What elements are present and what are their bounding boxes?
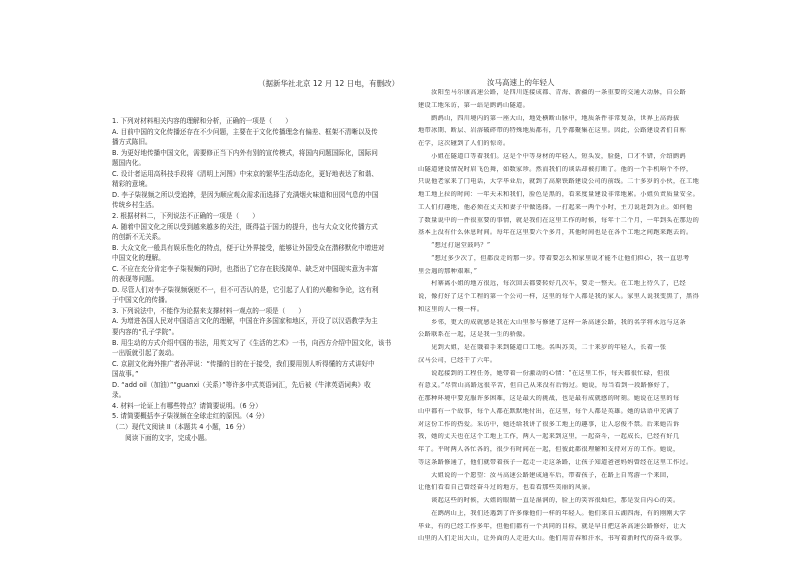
article-line: 年了。平时两人各忙各的，很少有时间在一起，但彼此都很理解和支持对方的工作。她说， (418, 446, 680, 453)
article-line: 说起接到的工程任务，她带着一份激动的心情：“在这里工作，每天都很忙碌，但很 (418, 369, 670, 377)
article-line: 让他们看看自己曾经奋斗过的地方，也看看那些美丽的风景。 (418, 484, 595, 492)
article-line: 里会遇的那种艰难，” (418, 267, 478, 275)
question-line: 国故事。” (112, 370, 139, 379)
question-line: 5. 请简要概括李子柒视频在全球走红的原因。（4 分） (112, 412, 269, 421)
article-line: 汉马公司，已经干了六年。 (418, 356, 497, 364)
article-line: 了数量说中的一件很重要的事情，就是我们在这里工作的时候，每年十二个月，一年到头在那边的 (418, 216, 700, 224)
article-line: 只说他老家来了门电话，大学毕业后，就到了高原铁路建设公司的前线。二十多岁的小伙，在工地 (418, 178, 700, 186)
question-line: 播方式陈旧。 (112, 138, 152, 147)
article-line: 建设工地采访，第一站是鹧鸪山隧道。 (418, 101, 530, 109)
article-line: 山隧道建设情况时眉飞色舞，如数家珍。然而我们的谈话却被打断了。他的一个手机响个不停， (418, 165, 693, 173)
article-line: 村寨离小姐的地方很远，每次回去都要转好几次车，要走一整天。在工地上待久了，已经 (418, 280, 687, 288)
article-line: 我，她的丈夫也在这个工地上工作，两人一起来到这里，一起奋斗，一起成长，已经有好几 (418, 433, 680, 441)
question-line: 中国文化的理解。 (112, 254, 165, 263)
question-line: 4. 材料一论证上有哪些特点？请简要说明。（6 分） (112, 401, 262, 410)
article-line: 见到大姐，是在饿着手来到隧道口工地。名叫苏美，二十来岁的年轻人，长着一张 (418, 344, 667, 351)
question-line: B. 用生动的方式介绍中国的书法，用英文写了《生活的艺术》一书，向西方介绍中国文化，该书 (112, 338, 392, 347)
article-line: 在那种环境中要克服许多困难，这是最大的挑战，也是最有成就感的时刻。她说在这里的每 (418, 395, 680, 402)
article-line: 地工地上拉的时间：一年天未和我们，脸色是黑的，看来度量建设非常地累。小姐负责质量安全。 (418, 191, 700, 198)
question-line: 要内容的“孔子学院”。 (112, 328, 179, 336)
article-line: 大姐说的一个愿望：汝马高速公路建成通车后，带着孩子，在路上自驾游一个来回， (418, 471, 673, 479)
question-line: 3. 下列说法中，不能作为论据来支撑材料一观点的一项是（ ） (112, 306, 306, 315)
question-line: B. 大众文化一般具有娱乐性化的特点，便于让外界接受，能够让外国受众在潜移默化中增进对 (112, 243, 385, 252)
article-line: 工人们打趣地，他必须在丈夫和妻子中做选择。一打起来一两个小时，主刀说赶到为止。如何他 (418, 203, 693, 211)
article-line: 毕业，有的已经工作多年，但他们都有一个共同的目标，就是早日把这条高速公路修好，让大 (418, 522, 687, 530)
question-line: C. 不应在充分肯定李子柒视频的同时，也指出了它存在肤浅简单、缺乏对中国现实意为丰富 (112, 264, 378, 273)
article-line: 和这里的人一模一样。 (418, 305, 484, 313)
article-line: “想过多少次了，但都没走的那一步。带着要怎么和家里说才能不让他们担心，我一直思考 (418, 254, 690, 262)
article-title: 汝马高速上的年轻人 (487, 78, 555, 87)
question-line: D. 尽管人们对李子柒视频褒贬不一，但不可否认的是，它引起了人们的兴趣和争论，这有利 (112, 285, 379, 294)
article-line: 说，像打好了这个工程的第一个公司一样，这里的每个人都是我的家人。家里人说我变黑了，黑得 (418, 293, 700, 300)
article-line: 基本上没有什么休息时间。每年在这里要六个多月，其他时间也是在各个工地之间跑来跑去的。 (418, 229, 693, 237)
question-line: 的表现等问题。 (112, 275, 159, 284)
article-line: 有意义。”尽管山高路远很辛苦，但自己从来没有后悔过。她说，每当看到一段路修好了， (418, 382, 674, 390)
article-line: “想过打退堂鼓吗？” (418, 242, 491, 249)
article-line: 等这条路修通了，他们就带着孩子一起走一走这条路，让孩子知道爸爸妈妈曾经在这里工作过。 (418, 458, 693, 466)
article-line: 汝阳至马尔康高速公路，是四川连接成都、青海、新疆的一条重要的交通大动脉，自公路 (418, 89, 687, 96)
question-line: 题国内化。 (112, 159, 145, 168)
question-line: B. 为更好地传播中国文化，需要修正当下内外有别的宣传模式，将国内问题国际化，国际问 (112, 148, 378, 157)
article-line: 山中都有一个故事，每个人都在默默地付出，在这里，每个人都是英雄。她的话语中充满了 (418, 407, 680, 415)
question-line: C. 京剧文化海外推广者孙萍说：“传播的目的在于接受，我们要用别人听得懂的方式讲好中 (112, 359, 375, 368)
question-line: 一出版就引起了轰动。 (112, 349, 178, 358)
question-line: C. 设计者运用高科技手段将《清明上河图》中宋京的繁华生活动态化，更好地表达了和谐、 (112, 169, 378, 178)
question-line: 于中国文化的传播。 (112, 296, 172, 305)
article-line: 在鹧鸪山上，我们还遇到了许多像他们一样的年轻人。他们来自五湖四海，有的刚刚大学 (418, 509, 687, 517)
question-line: D. “add oil（加油）”“guanxi（关系）”等许多中式英语词汇，先后被《牛津英语词典》收 (112, 380, 371, 389)
question-line: 阅读下面的文字，完成小题。 (112, 433, 211, 442)
article-line: 小姐在隧道口等着我们。这是个中等身材的年轻人，短头发，脸挺，口才不错，介绍鹧鸪 (418, 152, 687, 160)
question-line: A. 为增进各国人民对中国语言文化的理解，中国在许多国家和地区，开设了以汉语教学为主 (112, 317, 378, 326)
question-line: 传统乡村生活。 (112, 201, 159, 210)
article-line: 山里的人们走出大山，让外面的人走进大山。他们用青春和汗水，书写着新时代的奋斗故事。 (418, 535, 687, 543)
article-line: 公路联系在一起，这是我一生的骄傲。 (418, 331, 530, 339)
question-line: A. 随着中国文化之所以受到越来越多的关注，既得益于国力的提升，也与大众文化传播方式 (112, 222, 378, 231)
source-note: （据新华社北京 12 月 12 日电，有删改） (258, 79, 400, 88)
article-line: 鹧鸪山，四川境内的第一座大山，地处横断山脉中，地质条件非常复杂，世界上高海拔 (418, 114, 680, 122)
question-line: 录。 (112, 391, 126, 400)
question-line: A. 目前中国的文化传播还存在不少问题，主要在于文化传播理念有偏差、框架不清晰以及传 (112, 127, 378, 136)
question-line: 1. 下列对材料相关内容的理解和分析，正确的一项是（ ） (112, 117, 292, 125)
question-line: D. 李子柒视频之所以受追捧，是因为顺应观众需求而选择了充满烟火味道和田园气息的中国 (112, 190, 379, 199)
article-line: 在学，这次碰到了人们的惊奇。 (418, 140, 510, 147)
question-line: 精彩的意境。 (112, 180, 152, 189)
article-line: 对这份工作的热爱。采访中，她还给我讲了很多工地上的趣事，让人忍俊不禁。后来她告诉 (418, 420, 680, 428)
article-line: 地带冰期、断层、岩溶破碎带的特殊地质都有，几乎都聚集在这里。因此，公路建设者们自称 (418, 127, 687, 135)
question-line: 的创新不无关系。 (112, 233, 165, 242)
question-line: （二）现代文阅读 II（本题共 4 小题，16 分） (112, 422, 249, 431)
question-line: 2. 根据材料二，下列说法不正确的一项是（ ） (112, 211, 259, 220)
article-line: 乡邻，更大的成就感是我在大山里参与修建了这样一条高速公路，我的名字将永远与这条 (418, 318, 687, 326)
article-line: 谈起这些的时候，大姐的眼睛一直是湿润的，脸上的笑容很灿烂，那是发自内心的笑。 (418, 497, 680, 504)
